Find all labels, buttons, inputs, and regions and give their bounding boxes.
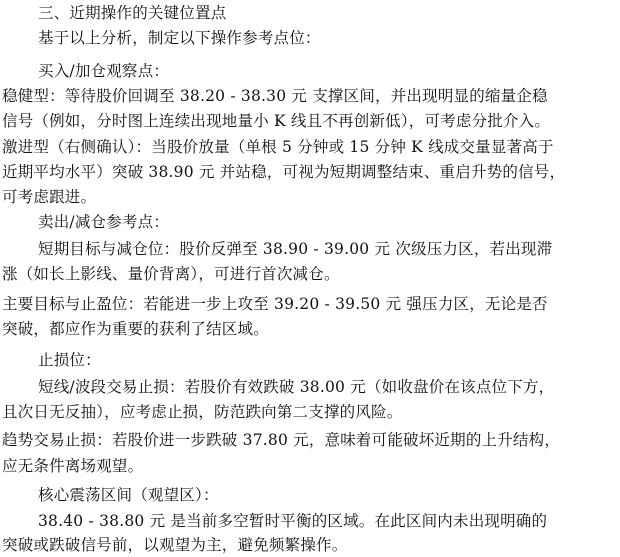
range-line-2: 突破或跌破信号前，以观望为主，避免频繁操作。 bbox=[2, 536, 348, 554]
range-line-1: 38.40 - 38.80 元 是当前多空暂时平衡的区域。在此区间内未出现明确的 bbox=[38, 512, 548, 530]
sell-main-line-1: 主要目标与止盈位：若能进一步上攻至 39.20 - 39.50 元 强压力区，无论是否 bbox=[2, 295, 548, 313]
range-heading: 核心震荡区间（观望区）： bbox=[38, 486, 219, 504]
stoploss-trend-line-2: 应无条件离场观望。 bbox=[2, 457, 144, 475]
buy-aggressive-line-2: 近期平均水平）突破 38.90 元 并站稳，可视为短期调整结束、重启升势的信号， bbox=[2, 163, 566, 181]
stoploss-heading: 止损位： bbox=[38, 351, 101, 369]
stoploss-short-line-2: 且次日无反抽），应考虑止损，防范跌向第二支撑的风险。 bbox=[2, 403, 403, 421]
buy-heading: 买入/加仓观察点： bbox=[38, 62, 170, 80]
section-title: 三、近期操作的关键位置点 bbox=[38, 4, 227, 22]
buy-stable-line-1: 稳健型：等待股价回调至 38.20 - 38.30 元 支撑区间，并出现明显的缩量企稳 bbox=[2, 87, 548, 105]
buy-aggressive-line-3: 可考虑跟进。 bbox=[2, 188, 97, 206]
buy-aggressive-line-1: 激进型（右侧确认）：当股价放量（单根 5 分钟或 15 分钟 K 线成交量显著高于 bbox=[2, 138, 554, 156]
sell-short-line-2: 涨（如长上影线、量价背离），可进行首次减仓。 bbox=[2, 265, 340, 283]
sell-short-line-1: 短期目标与减仓位：股价反弹至 38.90 - 39.00 元 次级压力区，若出现滞 bbox=[38, 240, 553, 258]
intro-text: 基于以上分析，制定以下操作参考点位： bbox=[38, 29, 321, 47]
stoploss-trend-line-1: 趋势交易止损：若股价进一步跌破 37.80 元，意味着可能破坏近期的上升结构， bbox=[2, 431, 561, 449]
sell-main-line-2: 突破，都应作为重要的获利了结区域。 bbox=[2, 320, 269, 338]
sell-heading: 卖出/减仓参考点： bbox=[38, 213, 170, 231]
stoploss-short-line-1: 短线/波段交易止损：若股价有效跌破 38.00 元（如收盘价在该点位下方， bbox=[38, 378, 555, 396]
buy-stable-line-2: 信号（例如，分时图上连续出现地量小 K 线且不再创新低），可考虑分批介入。 bbox=[2, 112, 551, 130]
